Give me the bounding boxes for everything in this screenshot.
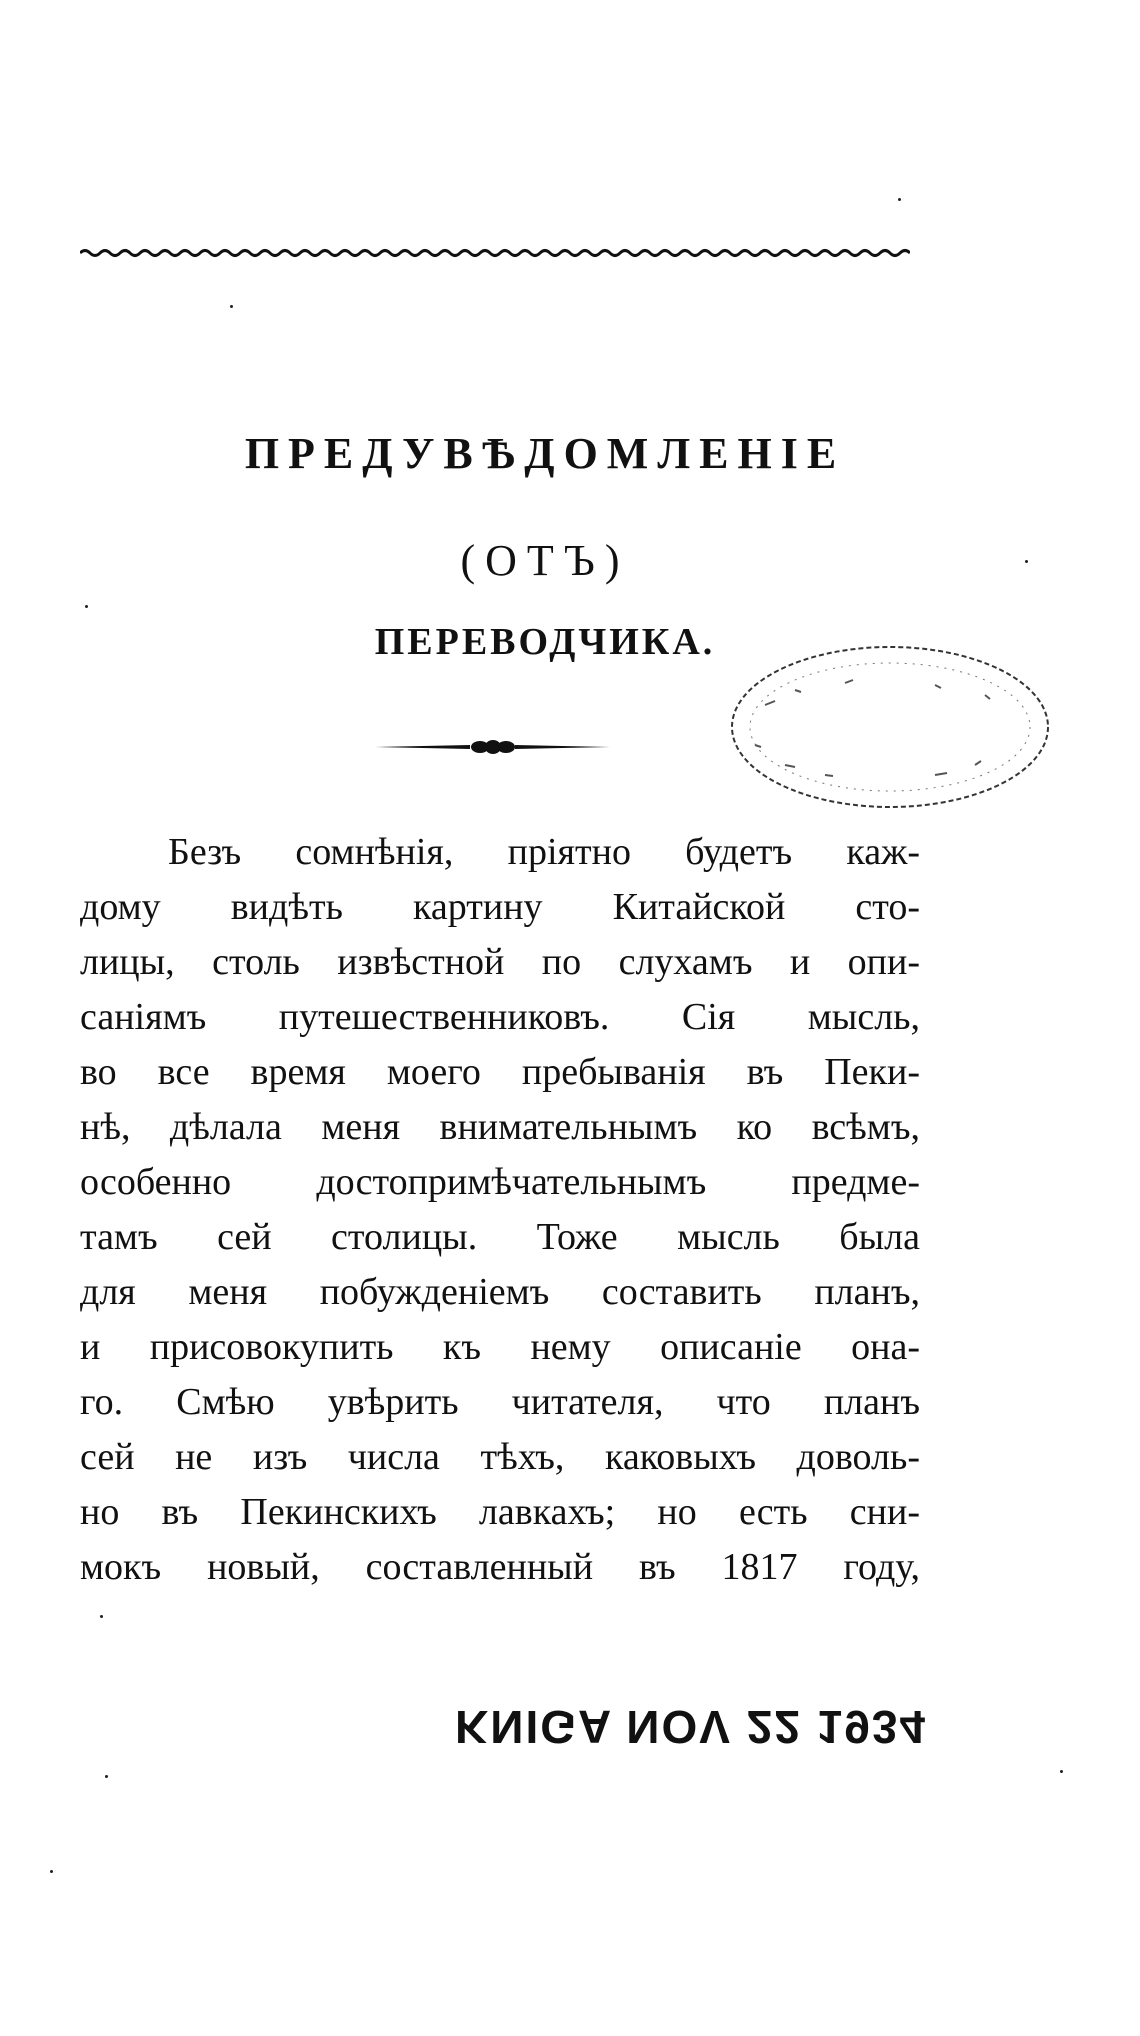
scan-speck bbox=[85, 605, 88, 608]
scan-speck bbox=[1025, 560, 1028, 563]
paragraph-line: и присовокупить къ нему описаніе она- bbox=[80, 1326, 920, 1368]
ornament-divider bbox=[375, 737, 610, 757]
paragraph-line: нѣ, дѣлала меня внимательнымъ ко всѣмъ, bbox=[80, 1106, 920, 1148]
scan-speck bbox=[898, 198, 901, 201]
paragraph-line: но въ Пекинскихъ лавкахъ; но есть сни- bbox=[80, 1491, 920, 1533]
heading-title: ПРЕДУВѢДОМЛЕНІЕ bbox=[244, 429, 846, 478]
scan-speck bbox=[230, 305, 233, 308]
preface-paragraph bbox=[80, 825, 920, 1595]
library-date-stamp: KNIGA NOV 22 1934 bbox=[455, 1701, 928, 1753]
faded-oval-stamp bbox=[725, 635, 1055, 820]
heading-from: (ОТЪ) bbox=[460, 536, 630, 585]
paragraph-line: лицы, столь извѣстной по слухамъ и опи- bbox=[80, 941, 920, 983]
paragraph-line: сей не изъ числа тѣхъ, каковыхъ доволь- bbox=[80, 1436, 920, 1478]
top-decorative-rule bbox=[80, 246, 910, 260]
paragraph-line: Безъ сомнѣнія, пріятно будетъ каж- bbox=[168, 831, 920, 873]
heading-translator: ПЕРЕВОДЧИКА. bbox=[374, 621, 716, 663]
paragraph-line: тамъ сей столицы. Тоже мысль была bbox=[80, 1216, 920, 1258]
paragraph-line: мокъ новый, составленный въ 1817 году, bbox=[80, 1546, 920, 1588]
scan-speck bbox=[100, 1615, 103, 1618]
paragraph-line: для меня побужденіемъ составить планъ, bbox=[80, 1271, 920, 1313]
paragraph-line: особенно достопримѣчательнымъ предме- bbox=[80, 1161, 920, 1203]
paragraph-line: дому видѣть картину Китайской сто- bbox=[80, 886, 920, 928]
scan-speck bbox=[50, 1870, 53, 1873]
paragraph-line: во все время моего пребыванія въ Пеки- bbox=[80, 1051, 920, 1093]
paragraph-line: го. Смѣю увѣрить читателя, что планъ bbox=[80, 1381, 920, 1423]
scan-speck bbox=[105, 1775, 108, 1778]
paragraph-line: саніямъ путешественниковъ. Сія мысль, bbox=[80, 996, 920, 1038]
scan-speck bbox=[1060, 1770, 1063, 1773]
